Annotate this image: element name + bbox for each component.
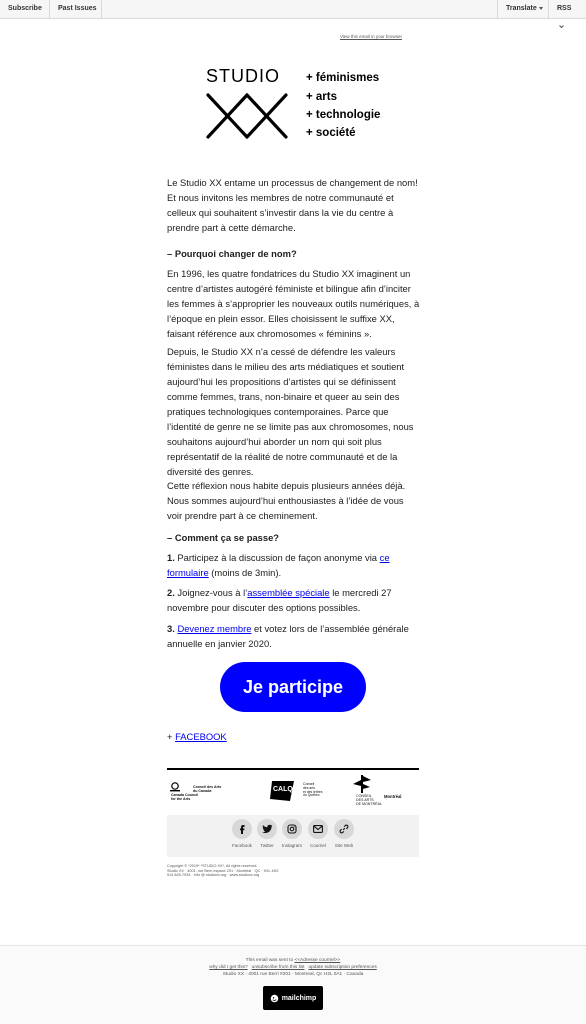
rss-link[interactable] — [549, 0, 586, 18]
studio-xx-logo — [205, 66, 405, 146]
why-link[interactable]: why did I get this? — [209, 965, 248, 970]
step-1 — [167, 550, 421, 580]
logo-tag-societe: + société — [306, 127, 356, 139]
subscribe-link[interactable]: Subscribe — [8, 5, 42, 12]
section-why-p2 — [167, 344, 421, 479]
intro-paragraph — [167, 175, 421, 235]
mailchimp-label: mailchimp — [281, 994, 317, 1002]
facebook-icon — [237, 824, 247, 834]
step-number: 2. — [167, 587, 175, 598]
paragraph: Cette réflexion nous habite depuis plusieurs années déjà. Nous sommes aujourd’hui enthousiastes à l’idée de vous voir prendre part à ce cheminement. — [167, 480, 406, 521]
mailchimp-icon — [270, 994, 279, 1003]
montreal-text: Montréal — [384, 794, 402, 799]
divider — [167, 768, 419, 770]
unsubscribe-link[interactable]: unsubscribe from this list — [251, 965, 305, 970]
social-label: Courriel — [310, 843, 326, 848]
calq-label: CALQ — [273, 786, 293, 793]
instagram-icon — [287, 824, 297, 834]
caret-down-icon — [539, 7, 543, 10]
cam-logo-icon — [352, 774, 372, 794]
canada-council-logo-icon — [169, 782, 181, 792]
form-link[interactable]: ce formulaire — [167, 552, 390, 578]
participate-button[interactable]: Je participe — [220, 662, 366, 712]
special-assembly-link[interactable]: assemblée spéciale — [247, 587, 330, 598]
step-text: Participez à la discussion de façon anonyme via — [174, 552, 380, 563]
calq-text: Conseil des arts et des lettres du Québec — [303, 782, 323, 798]
facebook-prefix: + — [167, 731, 176, 742]
xx-logo-mark — [205, 92, 289, 140]
recipient-email-link[interactable]: <<Adresse courriel>> — [294, 958, 341, 963]
canada-council-fr: Conseil des Arts du Canada — [193, 785, 222, 794]
update-preferences-link[interactable]: update subscription preferences — [308, 965, 377, 970]
step-text: et votez lors de l’assemblée générale annuelle en janvier 2020. — [167, 623, 409, 649]
paragraph: Depuis, le Studio XX n’a cessé de défendre les valeurs féministes dans le milieu des arts médiatiques et soutient aujourd’hui les propositions d’artistes qui se définissent comme femmes, trans, non-binaire et queer au sein des pratiques technologiques contemporaines. Parce que l’identité de genre ne se limite pas aux chromosomes, nous souhaitons aujourd’hui aborder un nom qui soit plus représentatif de la réalité de notre communauté et de la diversité des genres. — [167, 346, 414, 477]
footer — [0, 945, 586, 1024]
social-bar — [167, 815, 419, 857]
canada-council-en: Canada Council for the Arts — [171, 793, 199, 802]
social-label: Site Web — [334, 843, 354, 848]
logo-studio-text: STUDIO — [206, 66, 281, 86]
translate-dropdown[interactable] — [498, 0, 551, 18]
social-label: Twitter — [260, 843, 274, 848]
step-text: Joignez-vous à l’ — [174, 587, 248, 598]
logo-tag-arts: + arts — [306, 91, 338, 103]
email-icon — [313, 825, 323, 833]
copyright-line: Copyright © *2019* *STUDIO XX*, All rights reserved. — [167, 864, 258, 868]
social-instagram[interactable] — [280, 819, 304, 848]
become-member-link[interactable]: Devenez membre — [177, 623, 252, 634]
logo-tag-technologie: + technologie — [306, 109, 381, 121]
step-3 — [167, 621, 421, 651]
social-label: Facebook — [232, 843, 252, 848]
section-why — [167, 246, 421, 261]
section-why-p3 — [167, 478, 421, 523]
mailchimp-badge[interactable] — [263, 986, 323, 1010]
divider — [101, 0, 102, 18]
footer-address: Studio XX · 4001 rue Berri #201 · Montreal, Qc H2L 0A1 · Canada — [222, 972, 364, 977]
chevron-down-icon — [559, 24, 564, 29]
top-bar — [0, 0, 586, 19]
twitter-icon — [262, 824, 273, 834]
sent-to-text: This email was sent to — [245, 958, 295, 963]
past-issues-link[interactable]: Past Issues — [58, 5, 97, 12]
address-line: Studio XX · 4001, rue Berri espace 201 · Montréal · QC · H2L 4H2 — [167, 868, 279, 873]
sent-to-line — [0, 958, 586, 964]
footer-links — [0, 965, 586, 971]
facebook-link[interactable]: FACEBOOK — [175, 731, 227, 742]
section-heading-how: – Comment ça se passe? — [167, 532, 280, 543]
copyright-block — [167, 864, 367, 878]
contact-line: 514 845-7934 · info @ studioxx.org · www.studioxx.org — [167, 873, 260, 878]
social-label: Instagram — [281, 843, 302, 848]
intro-text: Le Studio XX entame un processus de changement de nom! Et nous invitons les membres de notre communauté et celleux qui souhaitent s’investir dans la vie du centre à prendre part à cette démarche. — [167, 177, 418, 233]
view-in-browser-link[interactable]: View this email in your browser — [340, 34, 402, 39]
section-how — [167, 530, 421, 545]
step-2 — [167, 585, 421, 615]
social-email[interactable] — [306, 819, 330, 848]
cam-text: CONSEIL DES ARTS DE MONTRÉAL — [356, 794, 382, 807]
step-number: 1. — [167, 552, 175, 563]
social-twitter[interactable] — [255, 819, 279, 848]
facebook-line — [167, 731, 227, 742]
social-website[interactable] — [332, 819, 356, 848]
rss-label: RSS — [557, 5, 572, 12]
step-text: (moins de 3min). — [208, 567, 282, 578]
paragraph: En 1996, les quatre fondatrices du Studio XX imaginent un centre d’artistes autogéré féministe et bilingue afin d’inciter les femmes à s’approprier les nouveaux outils numériques, à l’époque en plein essor. Elles choisissent le suffixe XX, faisant référence aux chromosomes « féminins ». — [167, 268, 420, 339]
logo-tag-feminismes: + féminismes — [306, 72, 380, 84]
link-icon — [339, 824, 349, 834]
section-heading-why: – Pourquoi changer de nom? — [167, 248, 297, 259]
step-number: 3. — [167, 623, 175, 634]
step-text: le mercredi 27 novembre pour discuter des options possibles. — [167, 587, 392, 613]
social-facebook[interactable] — [230, 819, 254, 848]
section-why-p1 — [167, 266, 421, 341]
translate-label: Translate — [506, 5, 537, 12]
